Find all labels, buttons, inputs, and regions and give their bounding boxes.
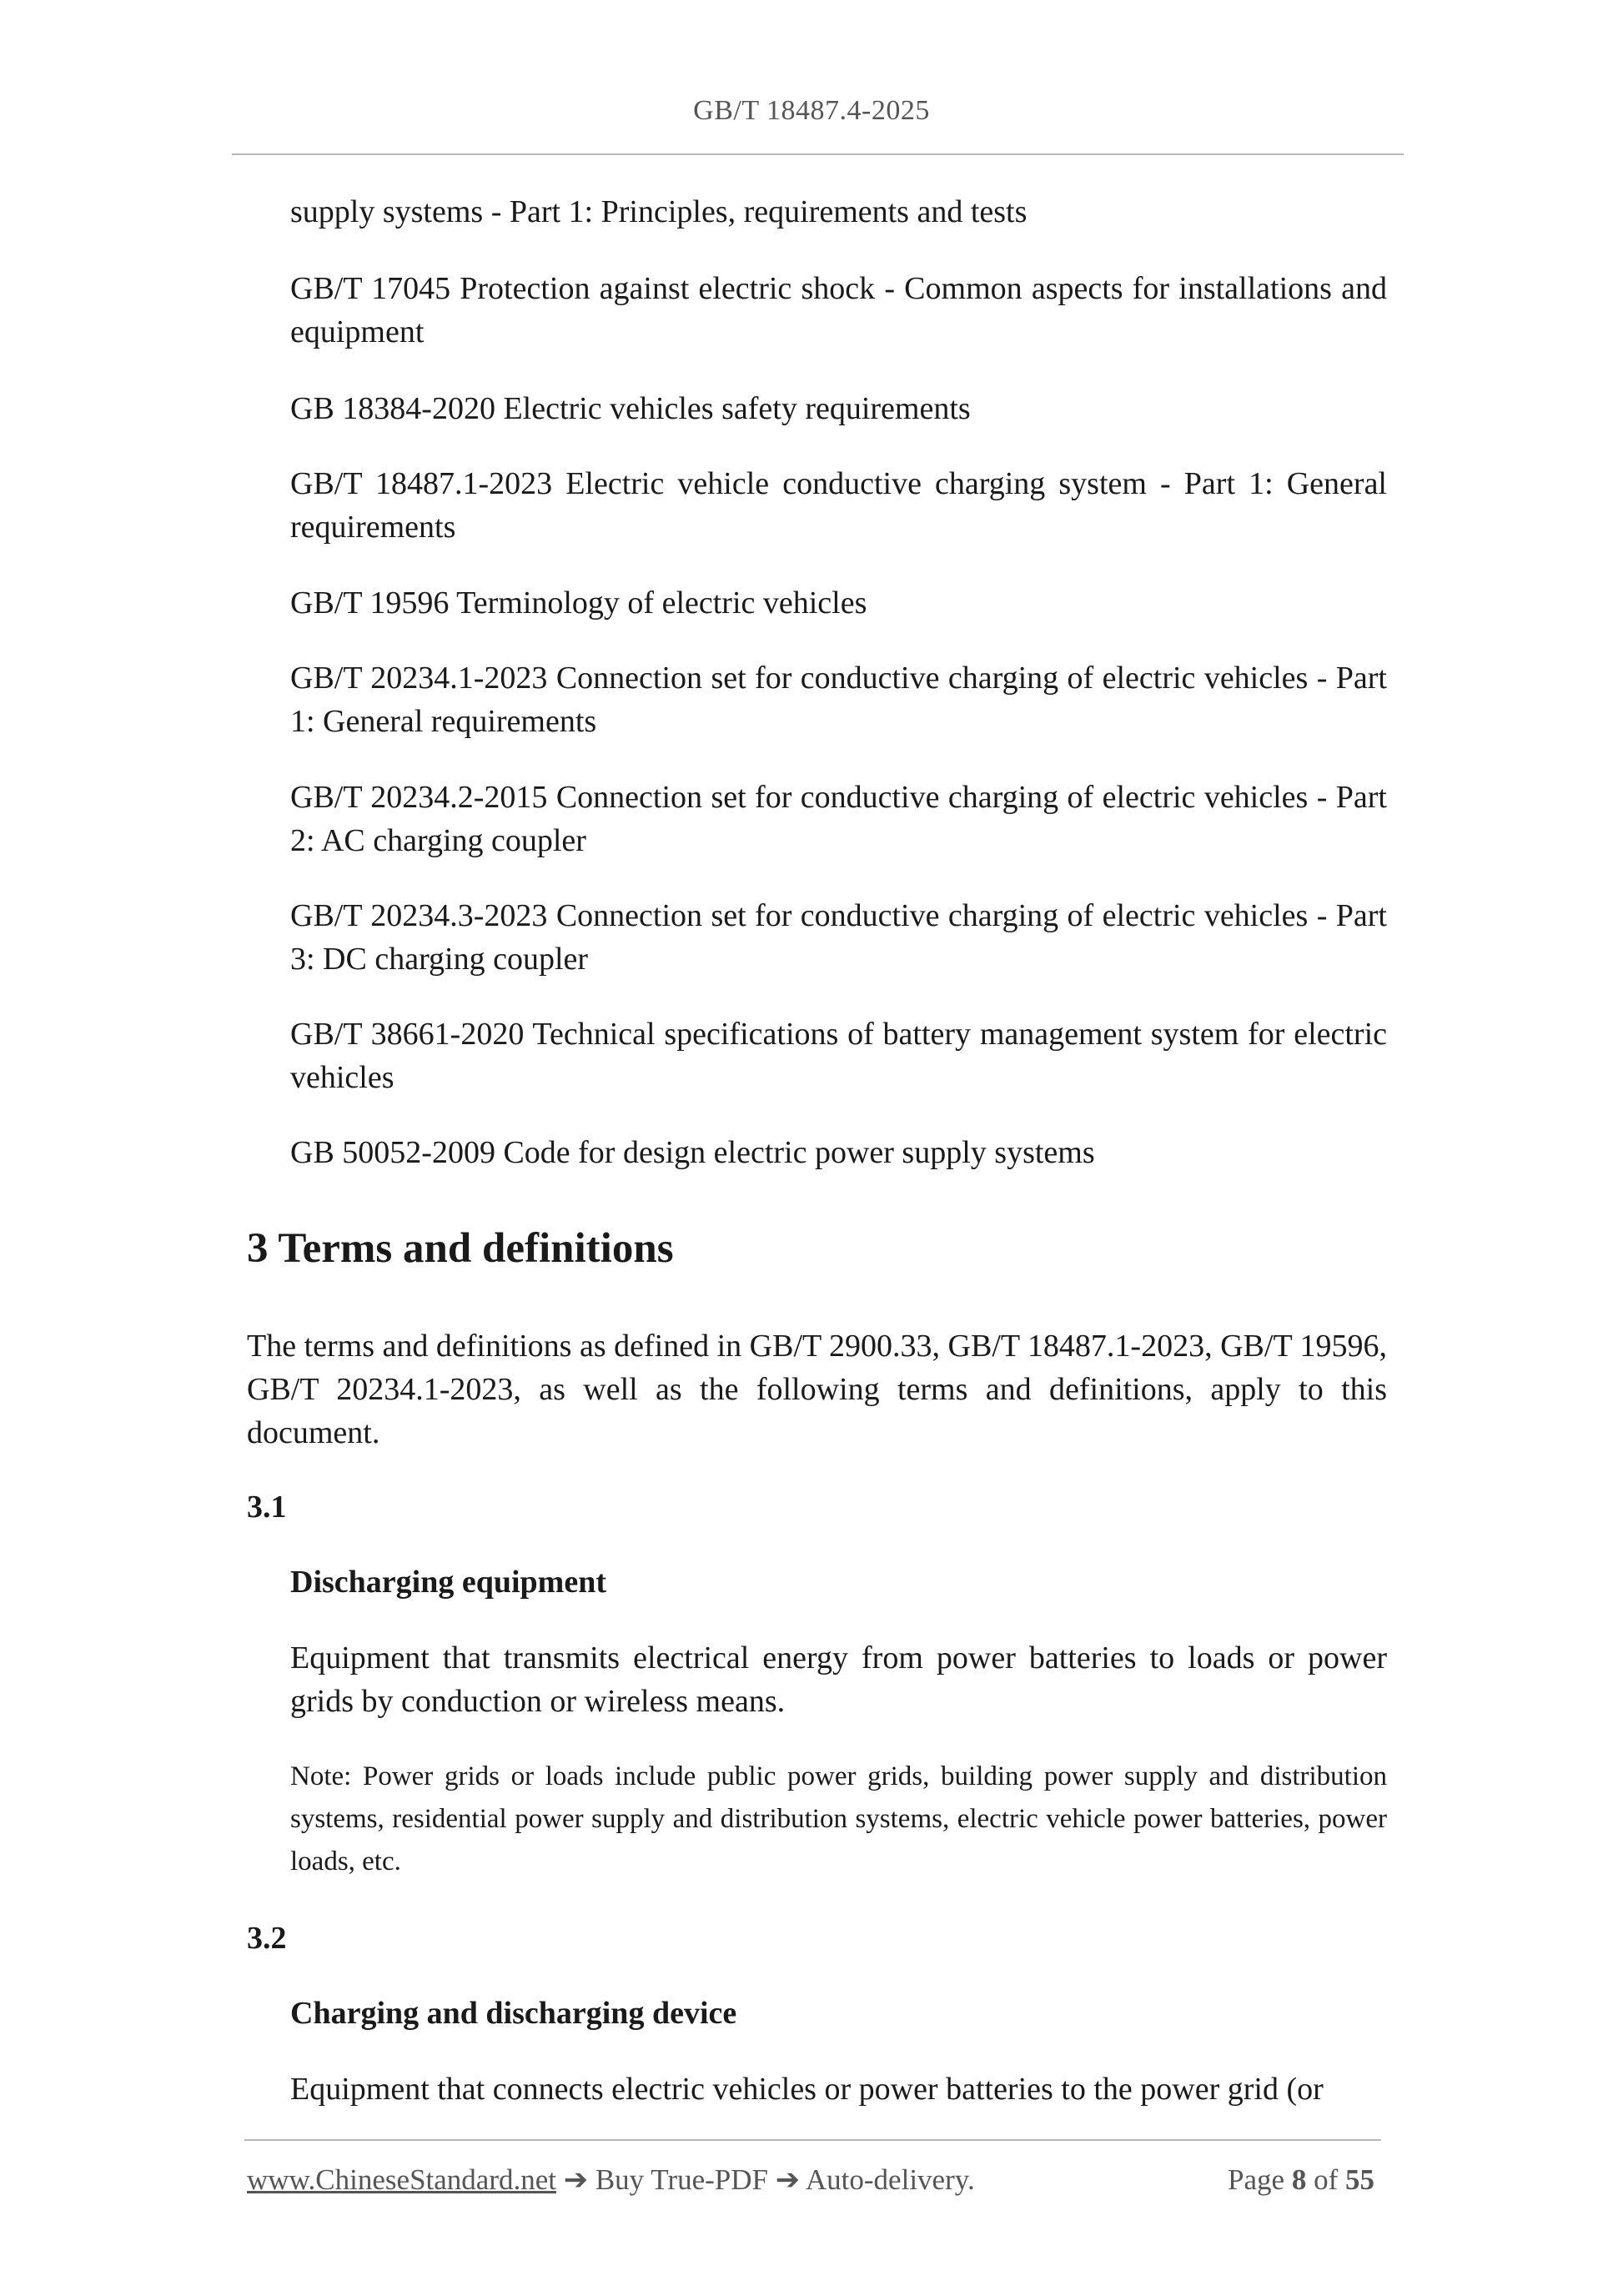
reference-item: GB 50052-2009 Code for design electric power supply systems [290, 1135, 1095, 1170]
delivery-text: Auto-delivery. [805, 2163, 975, 2196]
site-link[interactable]: www.ChineseStandard.net [247, 2163, 556, 2196]
term-title: Charging and discharging device [290, 1996, 737, 2031]
reference-item: GB/T 38661-2020 Technical specifications of battery management system for electric vehicles [290, 1017, 1387, 1095]
reference-item: supply systems - Part 1: Principles, requirements and tests [290, 194, 1028, 229]
header-divider [232, 153, 1404, 155]
footer-divider [244, 2139, 1381, 2141]
arrow-right-icon: ➔ [775, 2163, 801, 2196]
document-header-title: GB/T 18487.4-2025 [693, 95, 930, 126]
term-definition: Equipment that transmits electrical energy from power batteries to loads or power grids by conduction or wireless means. [290, 1640, 1387, 1719]
section-intro: The terms and definitions as defined in GB/T 2900.33, GB/T 18487.1-2023, GB/T 19596, GB/T 20234.1-2023, as well as the following terms and definitions, apply to this document. [247, 1329, 1387, 1450]
section-heading: 3 Terms and definitions [247, 1225, 674, 1272]
clause-number: 3.1 [247, 1490, 287, 1525]
page-indicator [1228, 2160, 1374, 2200]
reference-item: GB/T 20234.2-2015 Connection set for conductive charging of electric vehicles - Part 2: AC charging coupler [290, 780, 1387, 858]
buy-text: Buy True-PDF [595, 2163, 768, 2196]
page-of-label: of [1314, 2163, 1339, 2196]
reference-item: GB/T 19596 Terminology of electric vehicles [290, 585, 867, 620]
reference-item: GB/T 20234.3-2023 Connection set for conductive charging of electric vehicles - Part 3: DC charging coupler [290, 898, 1387, 977]
clause-number: 3.2 [247, 1921, 287, 1956]
arrow-right-icon: ➔ [563, 2163, 589, 2196]
page-label: Page [1228, 2163, 1285, 2196]
term-title: Discharging equipment [290, 1565, 606, 1600]
page-current: 8 [1291, 2163, 1307, 2196]
reference-item: GB/T 17045 Protection against electric shock - Common aspects for installations and equipment [290, 271, 1387, 349]
reference-item: GB/T 18487.1-2023 Electric vehicle conductive charging system - Part 1: General requirements [290, 466, 1387, 545]
footer-promo [247, 2160, 975, 2200]
term-definition: Equipment that connects electric vehicles or power batteries to the power grid (or [290, 2072, 1324, 2107]
term-note: Note: Power grids or loads include public power grids, building power supply and distribution systems, residential power supply and distribution systems, electric vehicle power batteries, power loads, etc. [290, 1761, 1387, 1876]
page-total: 55 [1345, 2163, 1374, 2196]
reference-item: GB/T 20234.1-2023 Connection set for conductive charging of electric vehicles - Part 1: General requirements [290, 661, 1387, 739]
reference-item: GB 18384-2020 Electric vehicles safety requirements [290, 391, 971, 426]
